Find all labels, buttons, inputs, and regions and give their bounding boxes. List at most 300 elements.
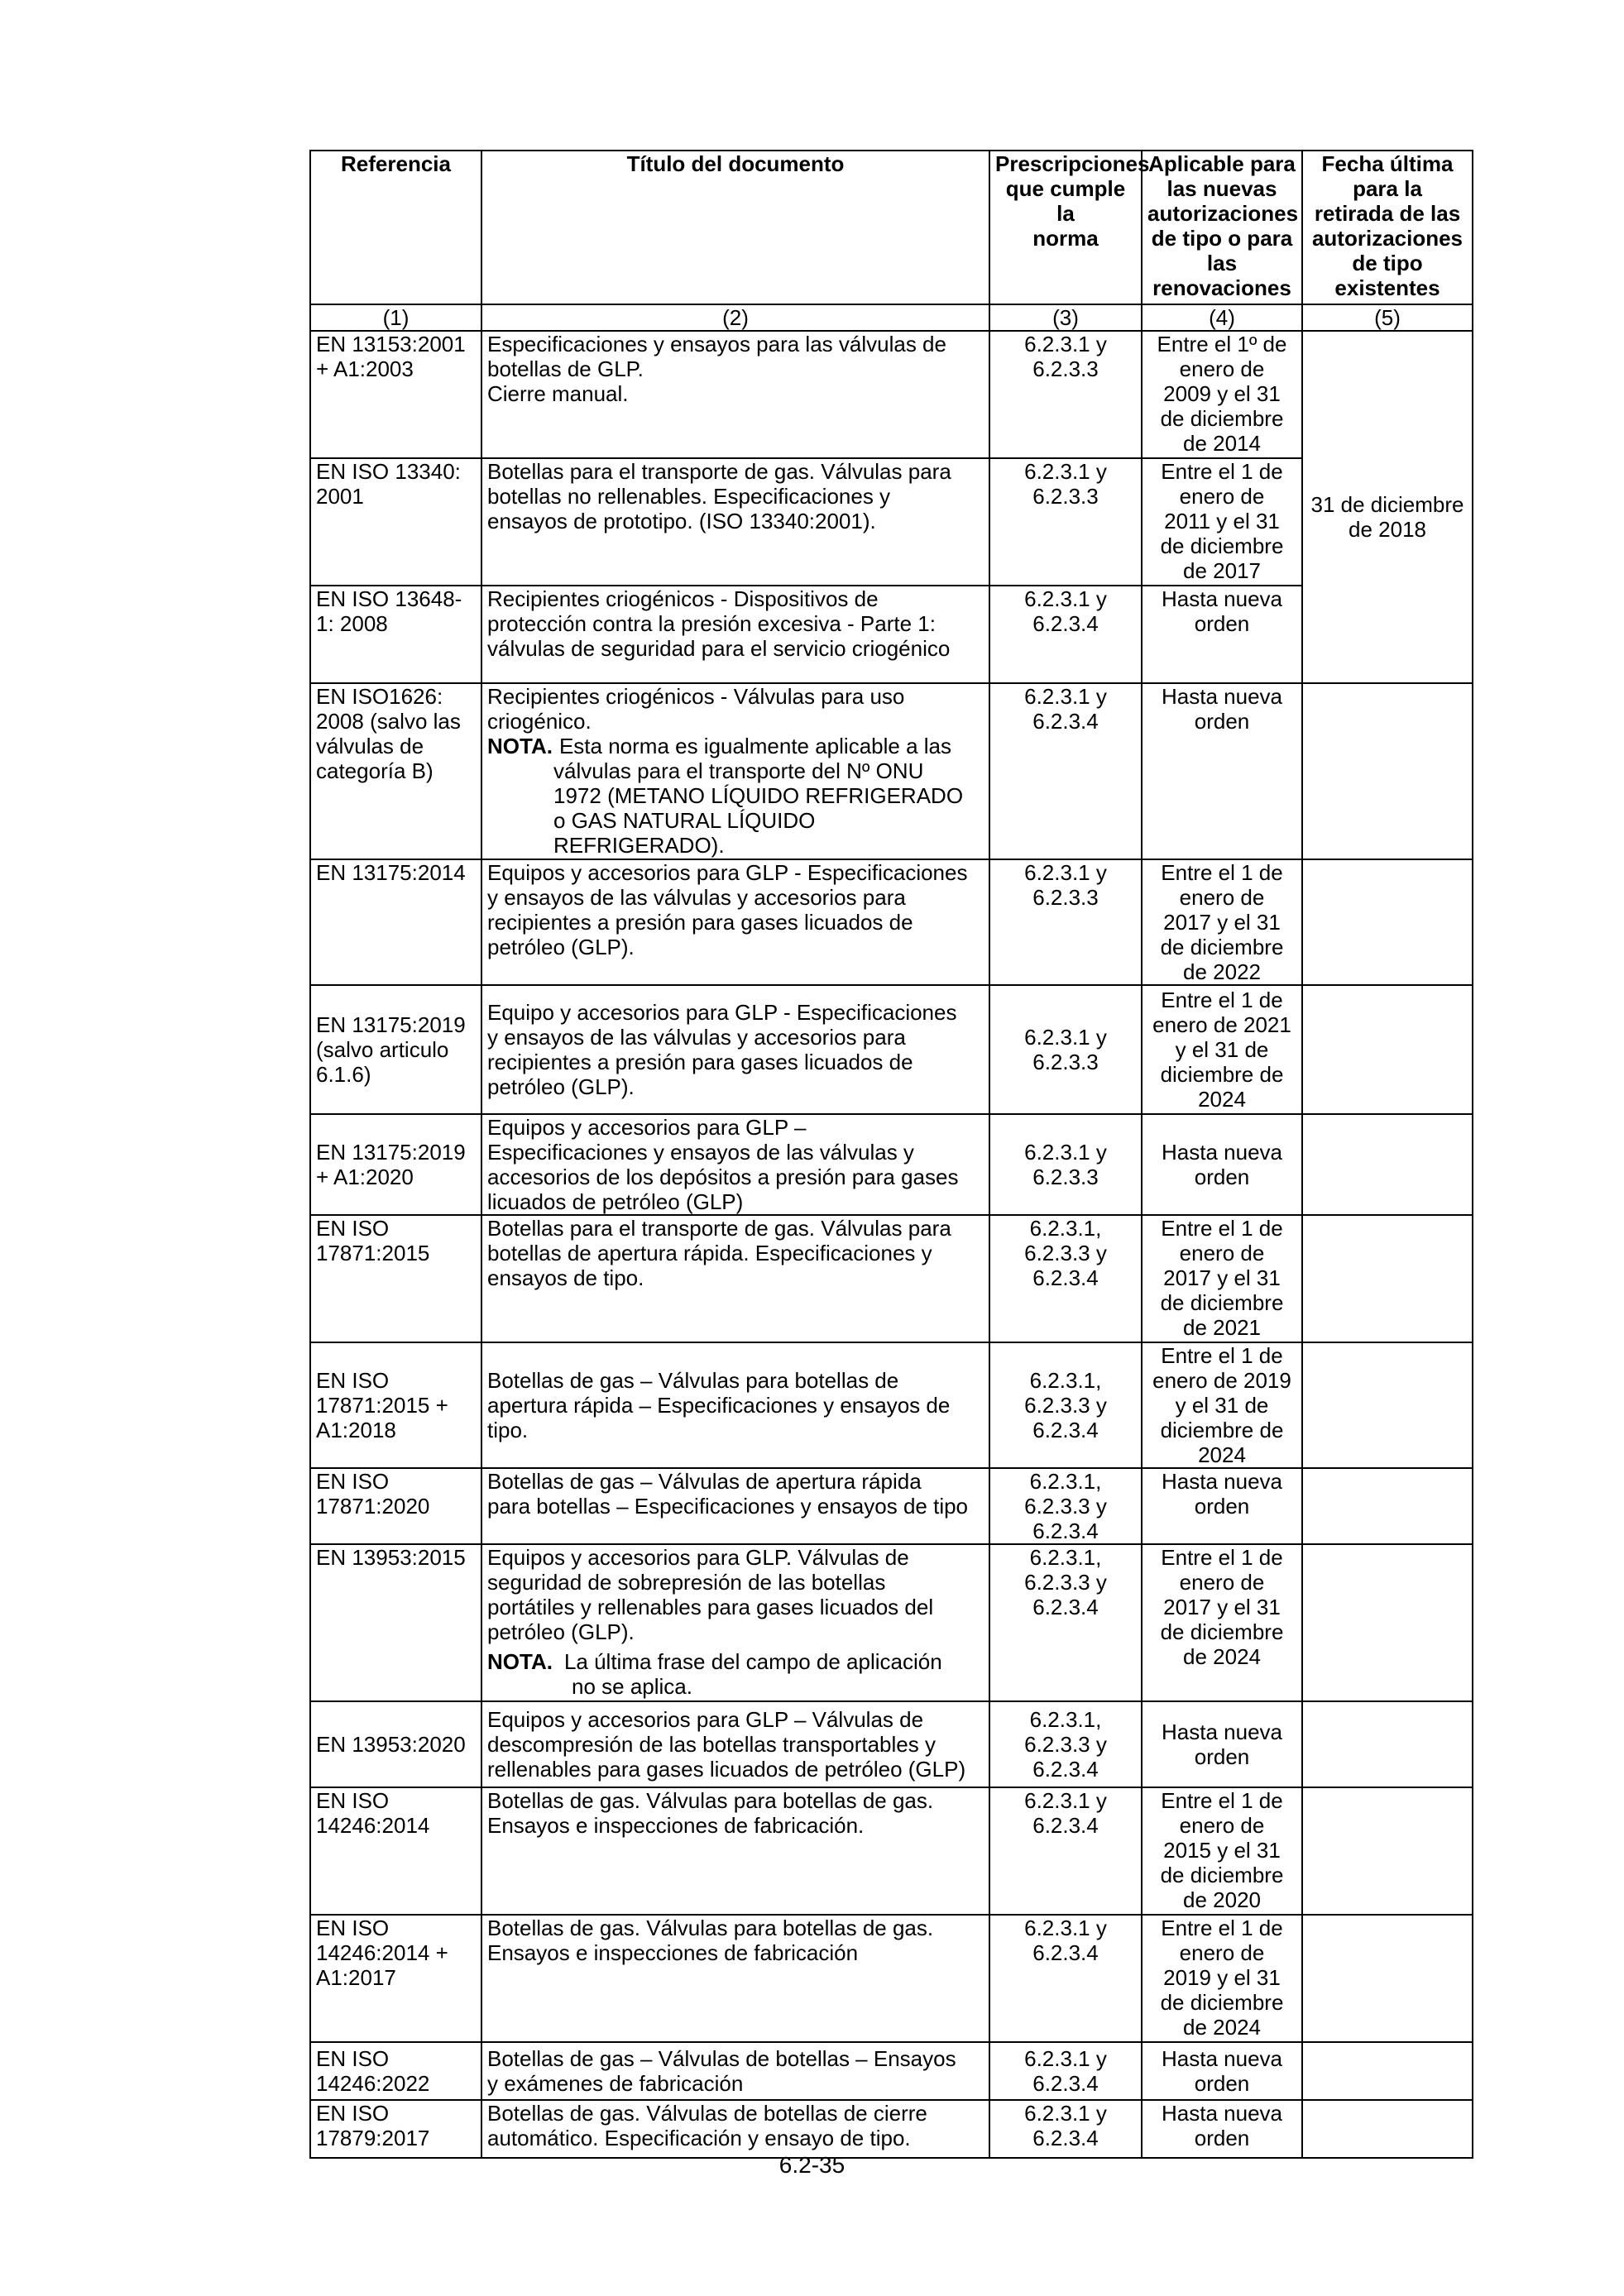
cell-line: petróleo (GLP).	[487, 1074, 635, 1099]
cell-line: 6.2.3.4	[1032, 1418, 1099, 1442]
header-line: autorizaciones	[1311, 226, 1464, 251]
cell-line: de 2024	[1183, 2015, 1261, 2040]
cell-line: Botellas para el transporte de gas. Válvulas para	[487, 1216, 951, 1241]
cell-reference	[310, 683, 481, 859]
header-line: Aplicable para	[1148, 151, 1296, 176]
cell-line: Hasta nueva	[1162, 1140, 1282, 1165]
header-line: norma	[1032, 226, 1099, 251]
cell-line: criogénico.	[487, 709, 592, 734]
cell-line: 2024	[1198, 1442, 1246, 1467]
cell-line: de 2018	[1349, 517, 1426, 542]
cell-line: Equipos y accesorios para GLP –	[487, 1115, 807, 1140]
cell-line: válvulas de	[316, 734, 424, 758]
cell-prescriptions	[989, 458, 1142, 586]
cell-line: licuados de petróleo (GLP)	[487, 1189, 744, 1214]
note-body	[487, 758, 984, 858]
note	[487, 1649, 984, 1699]
cell-applicable	[1142, 458, 1302, 586]
cell-line: 6.2.3.1 y 6.2.3.4	[1024, 586, 1107, 636]
cell-line: 2009 y el 31	[1163, 381, 1281, 406]
cell-reference	[310, 1114, 481, 1215]
cell-prescriptions	[989, 1915, 1142, 2042]
cell-applicable	[1142, 1215, 1302, 1342]
cell-reference	[310, 1787, 481, 1915]
page-number: 6.2-35	[778, 2152, 846, 2178]
header-aplicable	[1142, 151, 1302, 304]
cell-reference	[310, 586, 481, 683]
cell-line: EN 13953:2020	[316, 1732, 466, 1757]
table-row	[310, 458, 1473, 586]
cell-line: 2015 y el 31	[1163, 1838, 1281, 1863]
cell-line: enero de 2019	[1152, 1368, 1291, 1393]
column-number: (1)	[310, 304, 481, 331]
cell-line: de 2017	[1183, 558, 1261, 583]
note-text: Esta norma es igualmente aplicable a las	[558, 734, 951, 758]
cell-line: 6.2.3.4	[1032, 1595, 1099, 1619]
header-line: renovaciones	[1152, 275, 1291, 300]
cell-line: de 2014	[1183, 431, 1261, 456]
column-number-row	[310, 304, 1473, 331]
cell-line: orden	[1194, 2071, 1250, 2096]
cell-line: de diciembre	[1160, 1619, 1284, 1644]
cell-title	[481, 1915, 989, 2042]
cell-withdrawal-date	[1302, 1114, 1473, 1215]
cell-prescriptions	[989, 2100, 1142, 2158]
cell-line: Botellas de gas. Válvulas para botellas de gas.	[487, 1916, 934, 1940]
cell-title	[481, 683, 989, 859]
cell-line: Hasta nueva	[1162, 586, 1282, 611]
cell-line: de diciembre	[1160, 1990, 1284, 2015]
cell-line: EN ISO 13648-	[316, 586, 462, 611]
cell-line: 2017 y el 31	[1163, 910, 1281, 935]
cell-line: 6.2.3.1 y 6.2.3.3	[1024, 1025, 1107, 1074]
cell-withdrawal-date	[1302, 1215, 1473, 1342]
cell-reference	[310, 1544, 481, 1701]
note	[487, 734, 984, 858]
cell-withdrawal-date	[1302, 1915, 1473, 2042]
cell-applicable	[1142, 859, 1302, 985]
cell-line: 2008 (salvo las	[316, 709, 461, 734]
cell-prescriptions	[989, 1544, 1142, 1701]
cell-line: 6.2.3.1 y 6.2.3.4	[1024, 2101, 1107, 2150]
note-text: La última frase del campo de aplicación	[563, 1649, 942, 1674]
cell-line: Hasta nueva	[1162, 1720, 1282, 1744]
table-row	[310, 331, 1473, 458]
cell-withdrawal-date	[1302, 331, 1473, 683]
cell-line: enero de	[1179, 356, 1265, 381]
cell-line: enero de	[1179, 885, 1265, 910]
cell-line: ensayos de prototipo. (ISO 13340:2001).	[487, 509, 876, 533]
cell-withdrawal-date	[1302, 1342, 1473, 1468]
cell-line: Hasta nueva	[1162, 1469, 1282, 1494]
cell-applicable	[1142, 1701, 1302, 1787]
cell-line: y ensayos de las válvulas y accesorios para	[487, 1025, 906, 1050]
cell-line: de diciembre	[1160, 935, 1284, 959]
header-line: Prescripciones	[995, 151, 1150, 176]
header-line: de tipo	[1352, 251, 1423, 275]
header-line: las nuevas	[1167, 176, 1277, 201]
cell-line: 6.2.3.1 y 6.2.3.4	[1024, 684, 1107, 734]
cell-line: Entre el 1 de	[1161, 1916, 1283, 1940]
cell-applicable	[1142, 1342, 1302, 1468]
cell-line: EN ISO	[316, 1916, 390, 1940]
cell-line: 17871:2015	[316, 1241, 430, 1265]
cell-title	[481, 586, 989, 683]
cell-applicable	[1142, 2100, 1302, 2158]
cell-line: válvulas de seguridad para el servicio criogénico	[487, 636, 951, 661]
cell-line: 6.2.3.1 y 6.2.3.3	[1024, 332, 1107, 381]
cell-title	[481, 985, 989, 1114]
cell-line: orden	[1194, 1744, 1250, 1769]
cell-line: Hasta nueva	[1162, 2101, 1282, 2126]
cell-line: accesorios de los depósitos a presión para gases	[487, 1165, 959, 1189]
cell-line: Entre el 1 de	[1161, 860, 1283, 885]
cell-line: Hasta nueva	[1162, 684, 1282, 709]
cell-line: 17879:2017	[316, 2126, 430, 2150]
cell-reference	[310, 1915, 481, 2042]
cell-line: botellas de apertura rápida. Especificaciones y	[487, 1241, 932, 1265]
cell-line: de diciembre	[1160, 406, 1284, 431]
header-line: existentes	[1334, 275, 1440, 300]
column-number: (4)	[1142, 304, 1302, 331]
cell-line: portátiles y rellenables para gases licuados del	[487, 1595, 934, 1619]
cell-line: enero de	[1179, 1813, 1265, 1838]
standards-table	[309, 150, 1473, 2159]
cell-reference	[310, 458, 481, 586]
cell-line: Especificaciones y ensayos para las válvulas de	[487, 332, 946, 356]
cell-title	[481, 1342, 989, 1468]
cell-line: Botellas de gas – Válvulas de apertura rápida	[487, 1469, 922, 1494]
cell-applicable	[1142, 1787, 1302, 1915]
cell-line: válvulas para el transporte del Nº ONU	[553, 758, 924, 783]
cell-reference	[310, 2042, 481, 2100]
note-body	[487, 1674, 984, 1699]
cell-line: Recipientes criogénicos - Válvulas para uso	[487, 684, 905, 709]
cell-line: EN 13175:2019	[316, 1140, 466, 1165]
cell-withdrawal-date	[1302, 1468, 1473, 1544]
cell-line: EN 13175:2014	[316, 860, 466, 885]
note-first-line	[487, 734, 984, 758]
header-prescripciones	[989, 151, 1150, 304]
cell-reference	[310, 1701, 481, 1787]
cell-prescriptions	[989, 331, 1142, 458]
cell-line: 2024	[1198, 1087, 1246, 1112]
cell-title	[481, 331, 989, 458]
cell-reference	[310, 859, 481, 985]
table-row	[310, 1915, 1473, 2042]
cell-prescriptions	[989, 1215, 1142, 1342]
cell-line: 17871:2020	[316, 1494, 430, 1519]
cell-line: Botellas de gas – Válvulas de botellas – Ensayos	[487, 2046, 956, 2071]
cell-title	[481, 2100, 989, 2158]
cell-line: de 2021	[1183, 1315, 1261, 1340]
cell-line: categoría B)	[316, 758, 434, 783]
cell-withdrawal-date	[1302, 683, 1473, 859]
cell-withdrawal-date	[1302, 1544, 1473, 1701]
header-line: autorizaciones	[1147, 201, 1299, 226]
cell-line: orden	[1194, 1165, 1250, 1189]
cell-line: de diciembre	[1160, 533, 1284, 558]
note-label: NOTA.	[487, 1649, 553, 1674]
cell-line: 14246:2014	[316, 1813, 430, 1838]
cell-line: Entre el 1 de	[1161, 1216, 1283, 1241]
cell-line: enero de	[1179, 1241, 1265, 1265]
cell-applicable	[1142, 683, 1302, 859]
cell-applicable	[1142, 586, 1302, 683]
cell-line: de diciembre	[1160, 1863, 1284, 1887]
cell-line: Entre el 1 de	[1161, 988, 1283, 1012]
table-body	[310, 331, 1473, 2158]
cell-line: Botellas de gas. Válvulas para botellas de gas.	[487, 1788, 934, 1813]
table-row	[310, 2042, 1473, 2100]
table-row	[310, 1114, 1473, 1215]
cell-title	[481, 1544, 989, 1701]
cell-line: 2001	[316, 484, 364, 509]
table-row	[310, 2100, 1473, 2158]
cell-line: orden	[1194, 1494, 1250, 1519]
cell-prescriptions	[989, 2042, 1142, 2100]
cell-applicable	[1142, 1114, 1302, 1215]
cell-line: Botellas de gas – Válvulas para botellas de	[487, 1368, 899, 1393]
cell-prescriptions	[989, 683, 1142, 859]
cell-line: EN ISO	[316, 1216, 390, 1241]
cell-line: Hasta nueva	[1162, 2046, 1282, 2071]
header-line: de tipo o para	[1151, 226, 1293, 251]
cell-line: 17871:2015 +	[316, 1393, 448, 1418]
cell-withdrawal-date	[1302, 859, 1473, 985]
cell-line: 2011 y el 31	[1164, 509, 1280, 533]
cell-reference	[310, 985, 481, 1114]
cell-line: y el 31 de	[1175, 1037, 1269, 1062]
cell-line: y ensayos de las válvulas y accesorios para	[487, 885, 906, 910]
cell-line: 6.2.3.4	[1032, 1757, 1099, 1782]
cell-line: o GAS NATURAL LÍQUIDO	[553, 808, 816, 833]
cell-line: EN 13175:2019	[316, 1012, 466, 1037]
cell-line: Entre el 1 de	[1161, 1788, 1283, 1813]
cell-line: orden	[1194, 2126, 1250, 2150]
cell-prescriptions	[989, 586, 1142, 683]
cell-line: Botellas de gas. Válvulas de botellas de cierre	[487, 2101, 927, 2126]
table-row	[310, 1342, 1473, 1468]
cell-line: enero de	[1179, 484, 1265, 509]
cell-line: EN ISO	[316, 1788, 390, 1813]
cell-line: rellenables para gases licuados de petróleo (GLP)	[487, 1757, 966, 1782]
cell-title	[481, 1114, 989, 1215]
cell-line: EN ISO 13340:	[316, 459, 461, 484]
cell-withdrawal-date	[1302, 985, 1473, 1114]
column-number: (5)	[1302, 304, 1473, 331]
cell-title	[481, 1787, 989, 1915]
cell-line: EN ISO	[316, 1469, 390, 1494]
cell-line: Equipos y accesorios para GLP – Válvulas de	[487, 1707, 924, 1732]
header-line: Fecha última	[1321, 151, 1454, 176]
cell-line: 6.2.3.1,	[1029, 1545, 1102, 1570]
table-row	[310, 859, 1473, 985]
cell-title	[481, 1468, 989, 1544]
cell-line: 6.1.6)	[316, 1062, 371, 1087]
cell-line: 2017 y el 31	[1163, 1595, 1281, 1619]
cell-line: de diciembre	[1160, 1290, 1284, 1315]
cell-line: descompresión de las botellas transportables y	[487, 1732, 936, 1757]
cell-line: de 2024	[1183, 1644, 1261, 1669]
cell-title	[481, 859, 989, 985]
cell-prescriptions	[989, 1701, 1142, 1787]
cell-line: recipientes a presión para gases licuados de	[487, 1050, 913, 1074]
cell-line: 6.2.3.1 y 6.2.3.3	[1024, 1140, 1107, 1189]
cell-line: protección contra la presión excesiva - Parte 1:	[487, 611, 936, 636]
cell-line: A1:2018	[316, 1418, 396, 1442]
cell-line: de 2020	[1183, 1887, 1261, 1912]
cell-line: 6.2.3.3 y	[1024, 1570, 1107, 1595]
cell-line: Ensayos e inspecciones de fabricación	[487, 1940, 859, 1965]
cell-line: Equipos y accesorios para GLP - Especificaciones	[487, 860, 968, 885]
cell-line: 6.2.3.4	[1032, 1519, 1099, 1543]
cell-line: EN 13953:2015	[316, 1545, 466, 1570]
cell-reference	[310, 2100, 481, 2158]
cell-prescriptions	[989, 985, 1142, 1114]
cell-line: 14246:2014 +	[316, 1940, 448, 1965]
cell-applicable	[1142, 2042, 1302, 2100]
cell-line: botellas no rellenables. Especificaciones y	[487, 484, 891, 509]
cell-line: 6.2.3.1 y 6.2.3.4	[1024, 2046, 1107, 2096]
cell-prescriptions	[989, 1787, 1142, 1915]
cell-line: Ensayos e inspecciones de fabricación.	[487, 1813, 865, 1838]
cell-withdrawal-date	[1302, 2042, 1473, 2100]
cell-line: Recipientes criogénicos - Dispositivos de	[487, 586, 879, 611]
cell-line: de 2022	[1183, 959, 1261, 984]
cell-title	[481, 1215, 989, 1342]
cell-prescriptions	[989, 1342, 1142, 1468]
column-number: (3)	[989, 304, 1142, 331]
table-row	[310, 1544, 1473, 1701]
cell-line: Entre el 1 de	[1161, 459, 1283, 484]
cell-line: 6.2.3.1 y 6.2.3.4	[1024, 1916, 1107, 1965]
cell-applicable	[1142, 1468, 1302, 1544]
cell-withdrawal-date	[1302, 1701, 1473, 1787]
table-row	[310, 586, 1473, 683]
cell-line: no se aplica.	[572, 1674, 692, 1699]
cell-line: + A1:2020	[316, 1165, 414, 1189]
cell-line: Entre el 1 de	[1161, 1545, 1283, 1570]
cell-line: orden	[1194, 611, 1250, 636]
table-row	[310, 1787, 1473, 1915]
cell-line: seguridad de sobrepresión de las botellas	[487, 1570, 886, 1595]
cell-line: y el 31 de	[1175, 1393, 1269, 1418]
header-line: para la	[1353, 176, 1422, 201]
cell-line: (salvo articulo	[316, 1037, 449, 1062]
cell-prescriptions	[989, 1468, 1142, 1544]
note-first-line	[487, 1649, 984, 1674]
cell-line: enero de	[1179, 1570, 1265, 1595]
cell-line: A1:2017	[316, 1965, 396, 1990]
cell-applicable	[1142, 985, 1302, 1114]
cell-line: apertura rápida – Especificaciones y ensayos de	[487, 1393, 951, 1418]
column-number: (2)	[481, 304, 989, 331]
cell-title	[481, 2042, 989, 2100]
header-row	[310, 151, 1473, 304]
cell-line: tipo.	[487, 1418, 529, 1442]
cell-withdrawal-date	[1302, 2100, 1473, 2158]
cell-line: diciembre de	[1160, 1062, 1284, 1087]
header-line: que cumple la	[1005, 176, 1126, 226]
cell-line: EN ISO	[316, 2101, 390, 2126]
cell-reference	[310, 331, 481, 458]
cell-line: EN ISO	[316, 1368, 390, 1393]
cell-prescriptions	[989, 859, 1142, 985]
cell-line: EN 13153:2001	[316, 332, 466, 356]
cell-line: 6.2.3.1 y 6.2.3.3	[1024, 459, 1107, 509]
cell-line: 6.2.3.3 y 6.2.3.4	[1024, 1241, 1107, 1290]
cell-reference	[310, 1342, 481, 1468]
cell-applicable	[1142, 1915, 1302, 2042]
cell-line: orden	[1194, 709, 1250, 734]
header-referencia: Referencia	[310, 151, 481, 304]
cell-line: 6.2.3.1 y 6.2.3.4	[1024, 1788, 1107, 1838]
cell-withdrawal-date	[1302, 1787, 1473, 1915]
cell-line: Equipos y accesorios para GLP. Válvulas de	[487, 1545, 909, 1570]
table-row	[310, 1215, 1473, 1342]
cell-title	[481, 458, 989, 586]
table-row	[310, 985, 1473, 1114]
cell-line: 2019 y el 31	[1163, 1965, 1281, 1990]
cell-line: 1972 (METANO LÍQUIDO REFRIGERADO	[553, 783, 964, 808]
cell-title	[481, 1701, 989, 1787]
cell-line: 6.2.3.1, 6.2.3.3 y	[1024, 1469, 1107, 1519]
cell-line: Especificaciones y ensayos de las válvulas y	[487, 1140, 914, 1165]
cell-line: diciembre de	[1160, 1418, 1284, 1442]
cell-line: 6.2.3.1,	[1029, 1216, 1102, 1241]
cell-reference	[310, 1215, 481, 1342]
cell-line: EN ISO	[316, 2046, 390, 2071]
cell-line: + A1:2003	[316, 356, 414, 381]
header-fecha	[1302, 151, 1473, 304]
cell-line: Equipo y accesorios para GLP - Especificaciones	[487, 1000, 957, 1025]
cell-reference	[310, 1468, 481, 1544]
cell-applicable	[1142, 1544, 1302, 1701]
cell-line: 6.2.3.1, 6.2.3.3 y	[1024, 1707, 1107, 1757]
cell-line: y exámenes de fabricación	[487, 2071, 744, 2096]
table-row	[310, 683, 1473, 859]
cell-line: 2017 y el 31	[1163, 1265, 1281, 1290]
table-row	[310, 1468, 1473, 1544]
cell-line: Entre el 1 de	[1161, 1343, 1283, 1368]
note-label: NOTA.	[487, 734, 553, 758]
cell-line: EN ISO1626:	[316, 684, 443, 709]
cell-line: Entre el 1º de	[1157, 332, 1287, 356]
cell-line: petróleo (GLP).	[487, 1619, 635, 1644]
cell-line: Cierre manual.	[487, 381, 629, 406]
cell-prescriptions	[989, 1114, 1142, 1215]
cell-line: automático. Especificación y ensayo de tipo.	[487, 2126, 911, 2150]
cell-line: 6.2.3.1, 6.2.3.3 y	[1024, 1368, 1107, 1418]
cell-line: enero de 2021	[1152, 1012, 1291, 1037]
cell-line: 6.2.3.1 y 6.2.3.3	[1024, 860, 1107, 910]
cell-line: botellas de GLP.	[487, 356, 644, 381]
cell-line: 14246:2022	[316, 2071, 430, 2096]
cell-line: enero de	[1179, 1940, 1265, 1965]
cell-line: 1: 2008	[316, 611, 388, 636]
cell-line: 31 de diciembre	[1310, 492, 1464, 517]
header-line: las	[1206, 251, 1238, 275]
cell-applicable	[1142, 331, 1302, 458]
header-titulo: Título del documento	[481, 151, 989, 304]
cell-line: petróleo (GLP).	[487, 935, 635, 959]
header-line: retirada de las	[1314, 201, 1461, 226]
cell-line: REFRIGERADO).	[553, 833, 725, 858]
cell-line: ensayos de tipo.	[487, 1265, 644, 1290]
table-row	[310, 1701, 1473, 1787]
cell-line: recipientes a presión para gases licuados de	[487, 910, 913, 935]
